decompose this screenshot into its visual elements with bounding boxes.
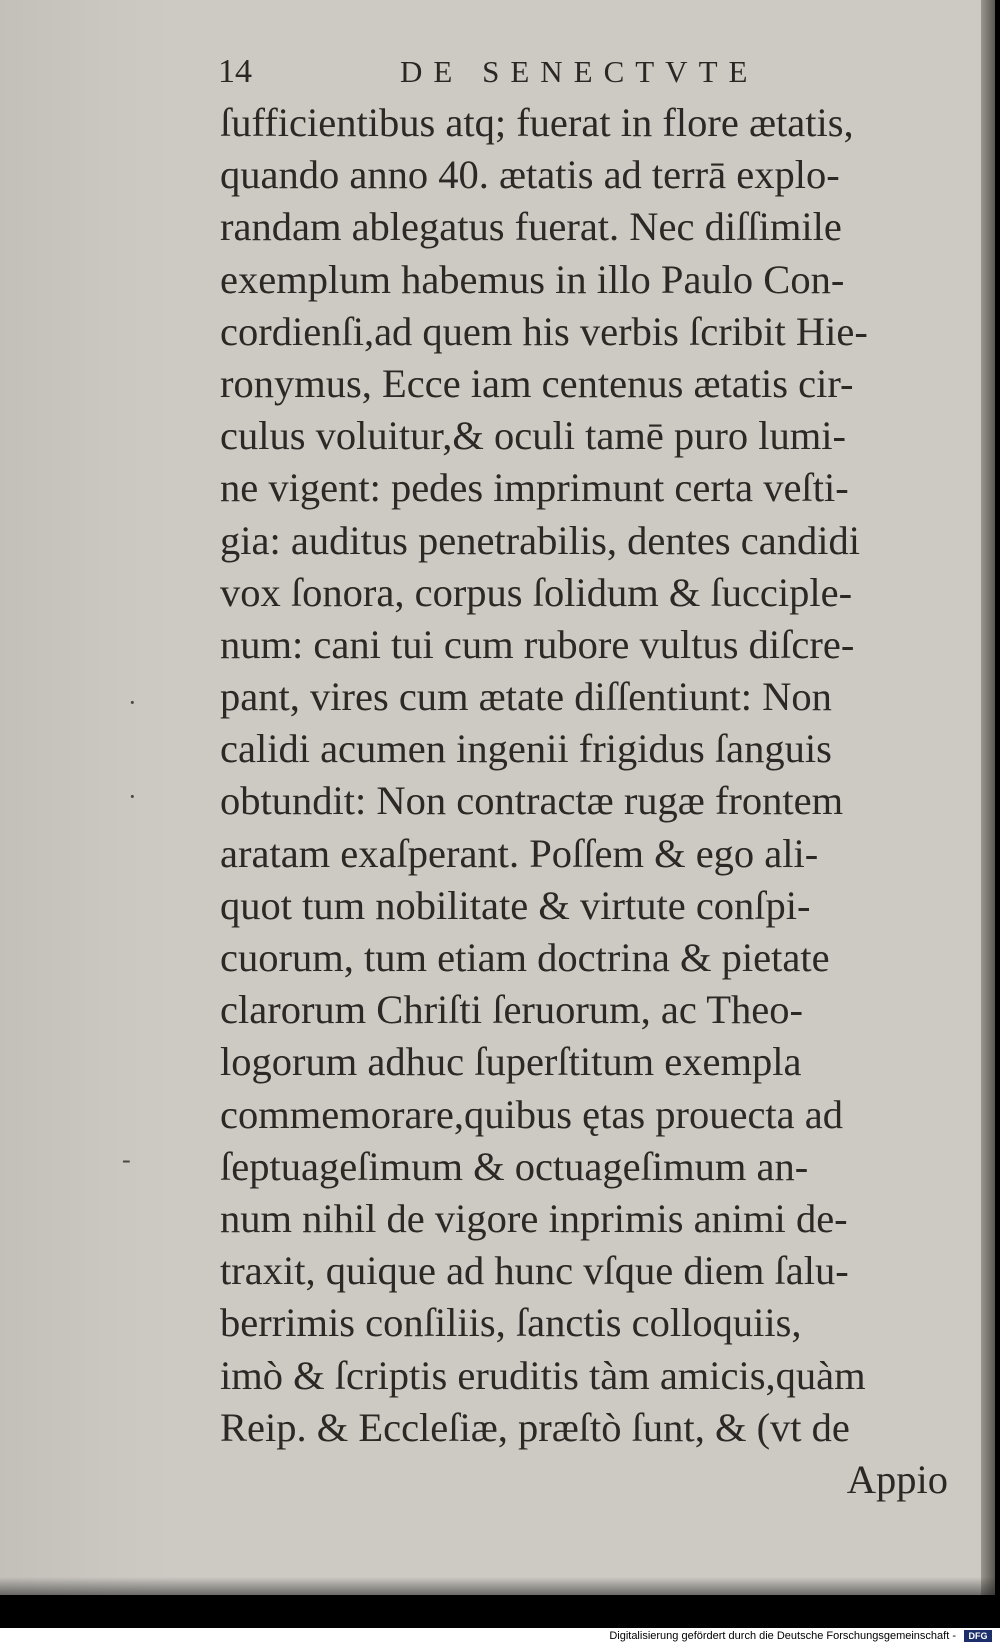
margin-speck: · <box>128 782 137 811</box>
text-line: imò & ſcriptis eruditis tàm amicis,quàm <box>220 1352 866 1398</box>
footer-bar <box>0 1628 1000 1645</box>
text-line: cuorum, tum etiam doctrina & pietate <box>220 935 830 980</box>
text-line: ſeptuageſimum & octuageſimum an- <box>220 1143 809 1189</box>
text-line: ſufficientibus atq; fuerat in flore ætatis, <box>220 100 854 145</box>
margin-speck: - <box>122 1145 131 1174</box>
margin-speck: · <box>128 688 137 717</box>
text-line: ne vigent: pedes imprimunt certa veſti- <box>220 465 849 511</box>
text-line: berrimis conſiliis, ſanctis colloquiis, <box>220 1300 802 1346</box>
page-edge <box>981 0 995 1595</box>
text-line: obtundit: Non contractæ rugæ frontem <box>220 778 844 824</box>
dfg-logo: DFG <box>964 1630 992 1642</box>
text-line: gia: auditus penetrabilis, dentes candidi <box>220 517 860 563</box>
text-line: exemplum habemus in illo Paulo Con- <box>220 256 845 302</box>
bottom-shadow <box>0 1577 995 1595</box>
text-line: randam ablegatus fuerat. Nec diſſimile <box>220 204 842 250</box>
text-line: calidi acumen ingenii frigidus ſanguis <box>220 726 832 772</box>
text-line: ronymus, Ecce iam centenus ætatis cir- <box>220 360 854 406</box>
text-line: aratam exaſperant. Poſſem & ego ali- <box>220 830 819 876</box>
running-head: DE SENECTVTE <box>400 54 759 89</box>
page-number: 14 <box>218 53 252 90</box>
text-line: cordienſi,ad quem his verbis ſcribit Hie- <box>220 308 868 354</box>
text-line: Reip. & Eccleſiæ, præſtò ſunt, & (vt de <box>220 1404 850 1450</box>
page-header <box>218 52 778 92</box>
catchword: Appio <box>846 1456 948 1502</box>
text-line: logorum adhuc ſuperſtitum exempla <box>220 1039 802 1085</box>
funding-credit: Digitalisierung gefördert durch die Deutsche Forschungsgemeinschaft - <box>609 1630 956 1642</box>
text-line: quando anno 40. ætatis ad terrā explo- <box>220 152 840 198</box>
body-text <box>220 97 948 1506</box>
text-line: culus voluitur,& oculi tamē puro lumi- <box>220 413 847 459</box>
text-line: commemorare,quibus ętas prouecta ad <box>220 1091 844 1137</box>
text-line: vox ſonora, corpus ſolidum & ſucciple- <box>220 569 853 615</box>
text-line: quot tum nobilitate & virtute conſpi- <box>220 882 811 928</box>
text-line: num: cani tui cum rubore vultus diſcre- <box>220 621 855 667</box>
text-line: traxit, quique ad hunc vſque diem ſalu- <box>220 1248 849 1294</box>
text-line: pant, vires cum ætate diſſentiunt: Non <box>220 674 832 720</box>
show-through-area <box>0 0 180 1595</box>
text-line: num nihil de vigore inprimis animi de- <box>220 1195 848 1241</box>
text-line: clarorum Chriſti ſeruorum, ac Theo- <box>220 987 803 1033</box>
